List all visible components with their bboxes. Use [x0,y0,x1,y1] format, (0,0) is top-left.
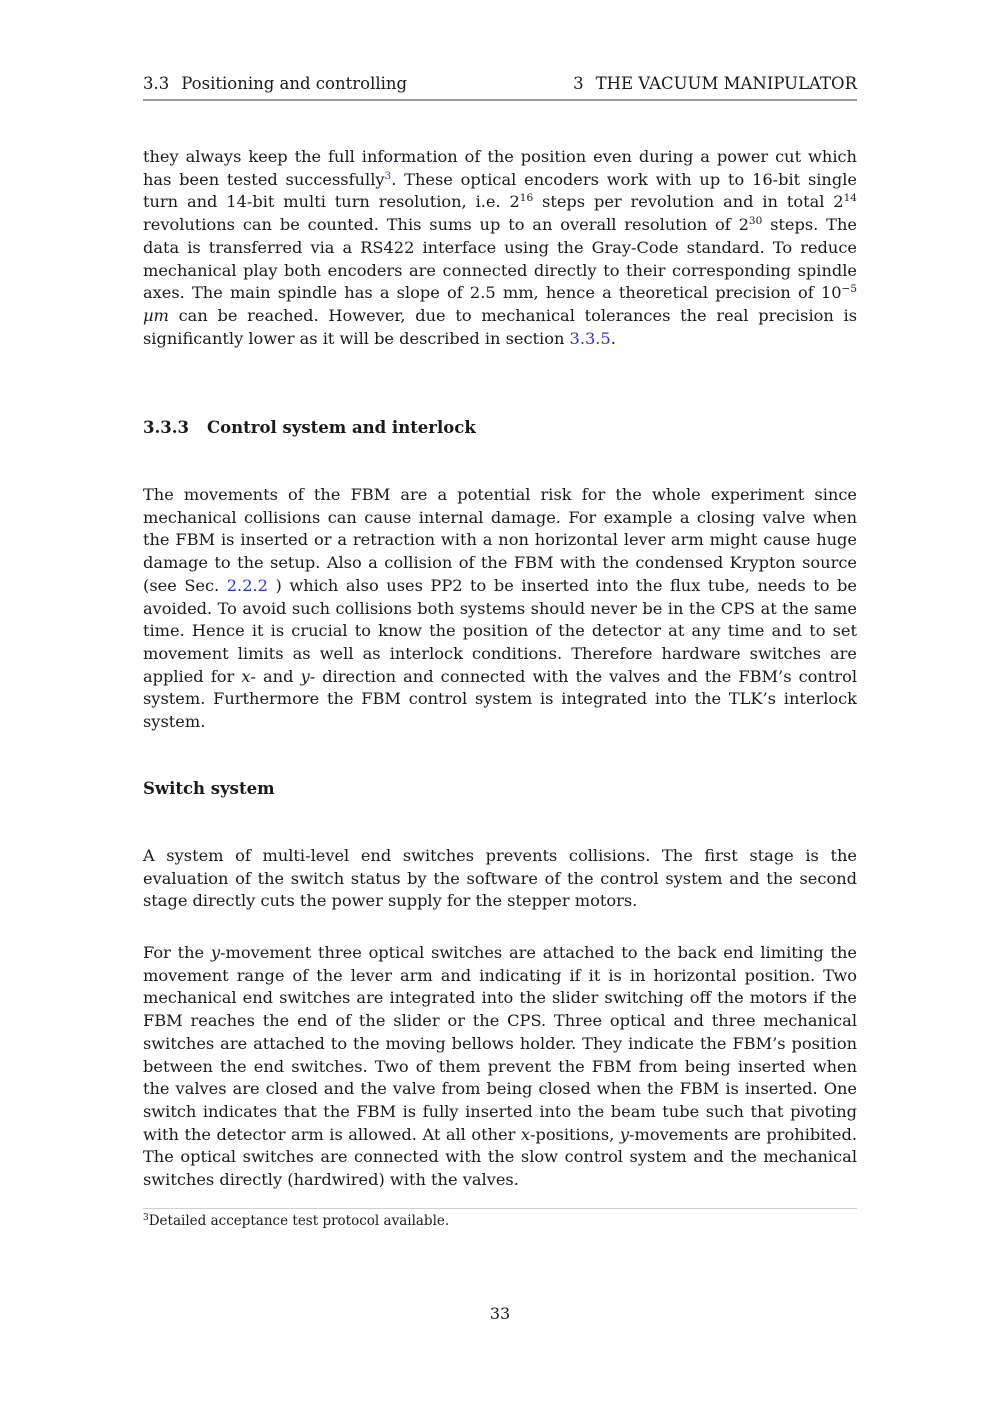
text: -movements are prohibited. The optical switches are connected with the slow control system and the mechanical switches directly (hardwired) with the valves. [143,1124,858,1190]
text: ) which also uses PP2 to be inserted into the flux tube, needs to be avoided. To avoid such collisions both systems should never be in the CPS at the same time. Hence it is crucial to know the position of the detector at any time and to set movement limits as well as interlock conditions. Therefore hardware switches are applied for [143,575,857,686]
variable: y [619,1124,630,1144]
footnote [143,1212,449,1230]
paragraph-movements [143,484,857,734]
text: For the [143,943,211,962]
section-number: 3.3.3 [143,418,189,437]
footnote-text: Detailed acceptance test protocol available. [148,1213,450,1229]
footnote-ref-link[interactable]: 3 [384,169,392,182]
footnote-mark: 3 [143,1213,149,1224]
unit: µm [143,305,169,325]
text: revolutions can be counted. This sums up to an overall resolution of 2 [143,215,749,235]
variable: x [241,666,251,686]
exponent: −5 [841,283,857,296]
text: steps per revolution and in total 2 [533,192,844,212]
variable: x [520,1124,530,1144]
header-section [143,73,407,95]
text: - and [250,666,301,686]
header-chapter [573,73,857,95]
variable: y [300,666,310,686]
exponent: 30 [748,215,763,228]
section-ref-link[interactable]: 2.2.2 [226,575,268,595]
text: can be reached. However, due to mechanical tolerances the real precision is significantly lower as it will be described in section [143,305,857,348]
text: -positions, [529,1124,620,1144]
text: - direction and connected with the valves and the FBM’s control system. Furthermore the FBM control system is integrated into the TLK’s interlock system. [143,666,857,732]
header-chapter-number: 3 [573,74,584,93]
text: steps. The data is transferred via a RS422 interface using the Gray-Code standard. To reduce mechanical play both encoders are connected directly to their corresponding spindle axes. The main spindle has a slope of 2.5 mm, hence a theoretical precision of 10 [143,215,857,303]
section-ref-link[interactable]: 3.3.5 [569,328,611,348]
paragraph-encoders [143,146,857,350]
footnote-divider [143,1208,857,1209]
page-number: 33 [489,1304,511,1323]
exponent: 16 [519,192,534,205]
exponent: 14 [843,192,857,205]
header-section-title: Positioning and controlling [181,74,408,93]
text: . These optical encoders work with up to 16-bit single turn and 14-bit multi turn resolution, i.e. 2 [143,169,857,212]
text: -movement three optical switches are attached to the back end limiting the movement range of the lever arm and indicating if it is in horizontal position. Two mechanical end switches are integrated into the slider switching off the motors if the FBM reaches the end of the slider or the CPS. Three optical and three mechanical switches are attached to the moving bellows holder. They indicate the FBM’s position between the end switches. Two of them prevent the FBM from being inserted when the valves are closed and the valve from being closed when the FBM is inserted. One switch indicates that the FBM is fully inserted into the beam tube such that pivoting with the detector arm is allowed. At all other [143,943,857,1144]
text: they always keep the full information of the position even during a power cut which has been tested successfully [143,147,857,189]
variable: y [210,943,221,962]
text: The movements of the FBM are a potential risk for the whole experiment since mechanical collisions can cause internal damage. For example a closing valve when the FBM is inserted or a retraction with a non horizontal lever arm might cause huge damage to the setup. Also a collision of the FBM with the condensed Krypton source (see Sec. [143,485,857,595]
section-heading [143,418,476,437]
running-header [143,73,857,101]
text: . [610,328,616,348]
paragraph-switches: A system of multi-level end switches prevents collisions. The first stage is the evaluation of the switch status by the software of the control system and the second stage directly cuts the power supply for the stepper motors. [143,846,857,911]
header-section-number: 3.3 [143,74,170,93]
header-chapter-title: THE VACUUM MANIPULATOR [595,74,857,93]
subsection-heading: Switch system [143,779,275,798]
paragraph-y-movement [143,942,857,1192]
section-title: Control system and interlock [207,418,476,437]
